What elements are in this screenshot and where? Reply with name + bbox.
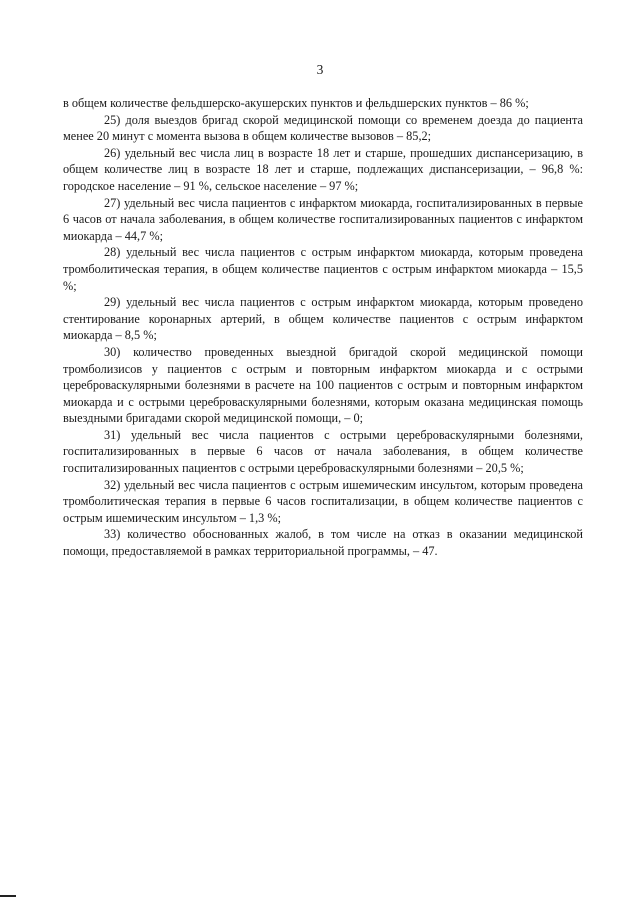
paragraph-continuation: в общем количестве фельдшерско-акушерских пунктов и фельдшерских пунктов – 86 %; bbox=[63, 96, 529, 110]
paragraph-item-33: 33) количество обоснованных жалоб, в том числе на отказ в оказании медицинской помощи, предоставляемой в рамках территориальной программы, – 47. bbox=[63, 527, 583, 559]
document-body bbox=[63, 95, 583, 560]
paragraph-item-25: 25) доля выездов бригад скорой медицинской помощи со временем доезда до пациента менее 20 минут с момента вызова в общем количестве вызовов – 85,2; bbox=[63, 112, 583, 144]
paragraph-item-28: 28) удельный вес числа пациентов с острым инфарктом миокарда, которым проведена тромболитическая терапия, в общем количестве пациентов с острым инфарктом миокарда – 15,5 %; bbox=[63, 245, 583, 293]
paragraph-item-26: 26) удельный вес числа лиц в возрасте 18 лет и старше, прошедших диспансеризацию, в общем количестве лиц в возрасте 18 лет и старше, подлежащих диспансеризации, – 96,8 %: городское население – 91 %, сельское население – 97 %; bbox=[63, 145, 583, 193]
paragraph-item-30: 30) количество проведенных выездной бригадой скорой медицинской помощи тромболизисов у пациентов с острым и повторным инфарктом миокарда и с острыми цереброваскулярными болезнями в расчете на 100 пациентов с острым и повторным инфарктом миокарда и с острыми цереброваскулярными болезнями, которым оказана медицинская помощь выездными бригадами скорой медицинской помощи, – 0; bbox=[63, 344, 583, 426]
paragraph-item-27: 27) удельный вес числа пациентов с инфарктом миокарда, госпитализированных в первые 6 часов от начала заболевания, в общем количестве госпитализированных пациентов с инфарктом миокарда – 44,7 %; bbox=[63, 195, 583, 243]
page-number: 3 bbox=[316, 62, 324, 77]
paragraph-item-32: 32) удельный вес числа пациентов с острым ишемическим инсультом, которым проведена тромболитическая терапия в первые 6 часов госпитализации, в общем количестве пациентов с острым ишемическим инсультом – 1,3 %; bbox=[63, 477, 583, 525]
paragraph-item-29: 29) удельный вес числа пациентов с острым инфарктом миокарда, которым проведено стентирование коронарных артерий, в общем количестве пациентов с острым инфарктом миокарда – 8,5 %; bbox=[63, 295, 583, 343]
paragraph-item-31: 31) удельный вес числа пациентов с острыми цереброваскулярными болезнями, госпитализированных в первые 6 часов от начала заболевания, в общем количестве госпитализированных пациентов с острыми цереброваскулярными болезнями – 20,5 %; bbox=[63, 427, 583, 476]
scan-edge-mark bbox=[0, 895, 16, 897]
